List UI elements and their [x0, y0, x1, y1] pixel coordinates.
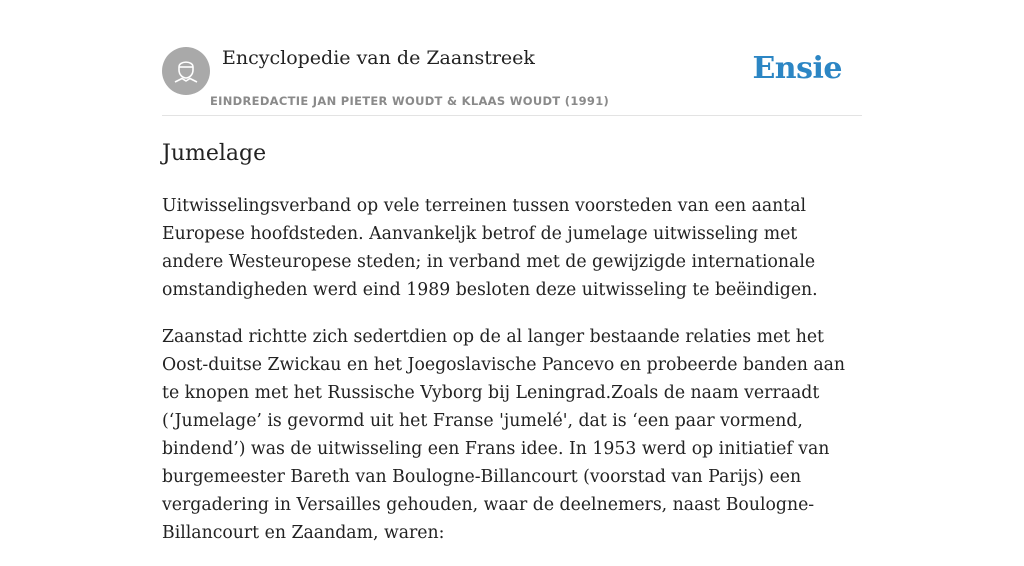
page-container — [162, 0, 862, 543]
source-title[interactable]: Encyclopedie van de Zaanstreek — [222, 47, 535, 69]
article-body — [162, 192, 862, 566]
article-title: Jumelage — [162, 141, 267, 166]
article-paragraph: Zaanstad richtte zich sedertdien op de al langer bestaande relaties met het Oost-duitse Zwickau en het Joegoslavische Pancevo en probeerde banden aan te knopen met het Russische Vyborg bij Leningrad.Zoals de naam verraadt (‘Jumelage’ is gevormd uit het Franse 'jumelé', dat is ‘een paar vormend, bindend’) was de uitwisseling een Frans idee. In 1953 werd op initiatief van burgemeester Bareth van Boulogne-Billancourt (voorstad van Parijs) een vergadering in Versailles gehouden, waar de deelnemers, naast Boulogne-Billancourt en Zaandam, waren: — [162, 327, 846, 543]
source-editors: EINDREDACTIE JAN PIETER WOUDT & KLAAS WOUDT (1991) — [210, 94, 610, 108]
article-paragraph: Uitwisselingsverband op vele terreinen tussen voorsteden van een aantal Europese hoofdsteden. Aanvankeljk betrof de jumelage uitwisseling met andere Westeuropese steden; in verband met de gewijzigde internationale omstandigheden werd eind 1989 besloten deze uitwisseling te beëindigen. — [162, 196, 818, 300]
source-header — [162, 0, 862, 116]
avatar[interactable] — [162, 47, 210, 95]
person-icon — [162, 47, 210, 95]
brand-logo[interactable]: Ensie — [752, 51, 842, 86]
